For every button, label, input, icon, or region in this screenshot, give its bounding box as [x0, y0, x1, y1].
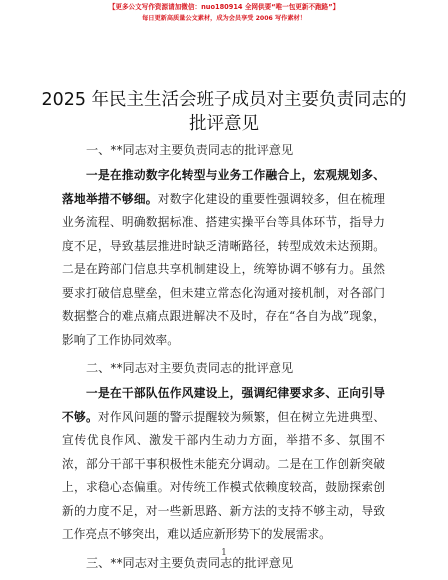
- section-2-body: 对作风问题的警示提醒较为频繁，但在树立先进典型、宣传优良作风、激发干部内生动力方面，举措不多、氛围不浓，部分干部干事积极性未能充分调动。二是在工作创新突破上，求稳心态偏重。对传统工作模式依赖度较高，鼓励探索创新的力度不足，对一些新思路、新方法的支持不够主动，导致工作亮点不够突出，难以适应新形势下的发展需求。: [62, 409, 385, 541]
- section-2-lead: 一是在干部队伍作风建设上，强调纪律要求多、正向引导不够。: [62, 386, 385, 424]
- section-1-paragraph: [62, 164, 385, 352]
- promo-banner-line-2: 每日更新高质量公文素材，成为会员享受 2006 写作素材！: [142, 15, 306, 22]
- section-2-heading: 二、**同志对主要负责同志的批评意见: [86, 361, 294, 375]
- section-2-paragraph: [62, 382, 385, 547]
- section-1-heading: 一、**同志对主要负责同志的批评意见: [86, 143, 294, 157]
- section-1-lead: 一是在推动数字化转型与业务工作融合上，宏观规划多、落地举措不够细。: [62, 168, 385, 206]
- section-3-heading: 三、**同志对主要负责同志的批评意见: [86, 555, 294, 570]
- promo-banner: [0, 2, 448, 24]
- document-title: 2025 年民主生活会班子成员对主要负责同志的批评意见: [41, 90, 407, 134]
- document-body: [62, 140, 385, 577]
- promo-banner-line-1: 【更多公文写作资源请加微信：nuo180914 全网供要“唯一包更新不跑路”】: [108, 3, 340, 11]
- section-1-body: 对数字化建设的重要性强调较多，但在梳理业务流程、明确数据标准、搭建实操平台等具体环节，指导力度不足，导致基层推进时缺乏清晰路径，转型成效未达预期。二是在跨部门信息共享机制建设上，统筹协调不够有力。虽然要求打破信息壁垒，但未建立常态化沟通对接机制，对各部门数据整合的难点痛点跟进解决不及时，存在“各自为战”现象，影响了工作协同效率。: [62, 191, 385, 347]
- page-number: 1: [221, 548, 227, 558]
